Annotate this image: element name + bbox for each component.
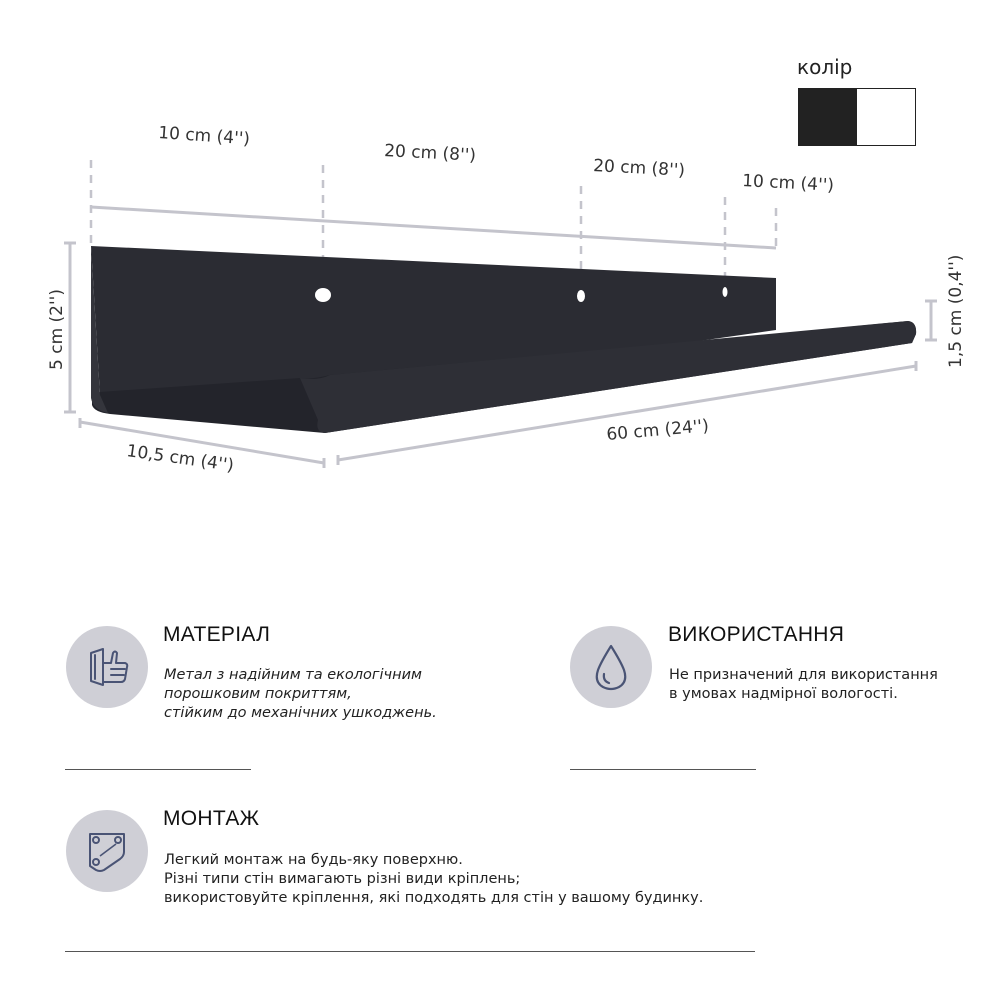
segment-3-label: 20 cm (8''): [592, 156, 686, 181]
length-label: 60 cm (24''): [605, 416, 710, 445]
black-swatch[interactable]: [799, 89, 857, 145]
mounting-plate-icon: [66, 810, 148, 892]
usage-description: [669, 666, 938, 704]
usage-divider: [570, 769, 756, 770]
white-swatch[interactable]: [857, 89, 915, 145]
lip-label: 1,5 cm (0,4''): [946, 254, 966, 368]
mounting-line: використовуйте кріплення, які подходять для стін у вашому будинку.: [164, 890, 704, 906]
shelf-product: [91, 246, 916, 433]
segment-2-label: 20 cm (8''): [383, 141, 477, 166]
material-divider: [65, 769, 251, 770]
color-swatches: [798, 88, 916, 146]
height-label: 5 cm (2''): [47, 289, 67, 370]
material-line: порошковим покриттям,: [164, 686, 352, 702]
material-line: стійким до механічних ушкоджень.: [164, 705, 437, 721]
usage-line: в умовах надмірної вологості.: [669, 686, 898, 702]
water-drop-icon: [570, 626, 652, 708]
usage-line: Не призначений для використання: [669, 667, 938, 683]
segment-1-label: 10 cm (4''): [157, 123, 251, 150]
mounting-line: Легкий монтаж на будь-яку поверхню.: [164, 852, 463, 868]
mounting-title: МОНТАЖ: [163, 807, 260, 830]
material-hand-icon: [66, 626, 148, 708]
mounting-line: Різні типи стін вимагають різні види кріплень;: [164, 871, 521, 887]
segment-4-label: 10 cm (4''): [741, 171, 835, 196]
mounting-divider: [65, 951, 755, 952]
color-label: колір: [797, 55, 853, 79]
depth-label: 10,5 cm (4''): [125, 441, 236, 476]
lip-dimension-line: [925, 301, 937, 340]
material-title: МАТЕРІАЛ: [163, 623, 271, 646]
top-dimension-line: [91, 207, 776, 248]
mounting-description: [164, 851, 703, 908]
usage-title: ВИКОРИСТАННЯ: [668, 623, 845, 646]
material-description: [164, 666, 437, 723]
material-line: Метал з надійним та екологічним: [164, 667, 422, 683]
